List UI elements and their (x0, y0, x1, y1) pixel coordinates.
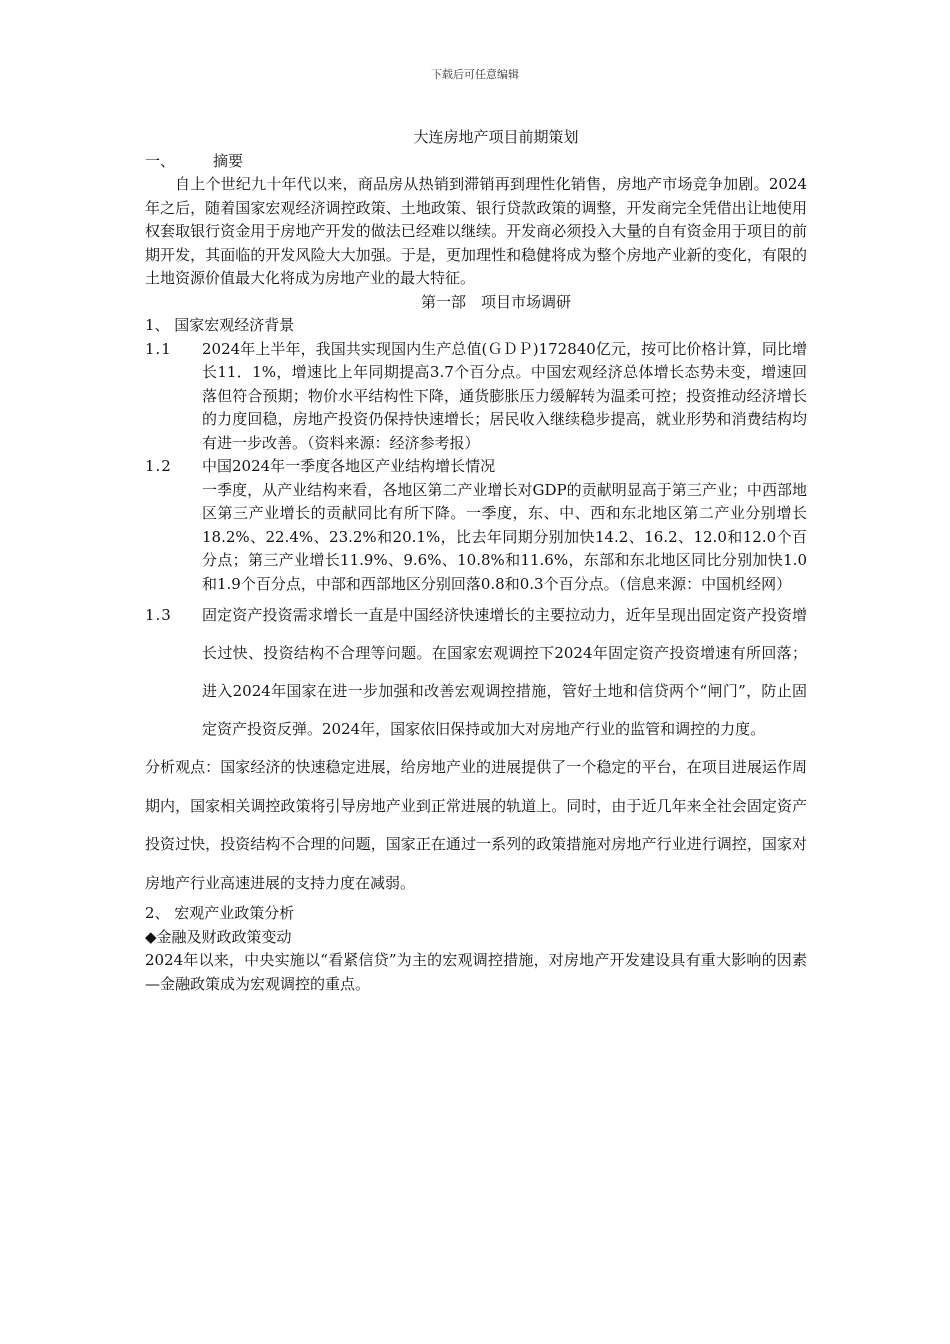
item-number: 1.2 (145, 457, 172, 475)
item-number: 1.1 (145, 339, 172, 358)
section-number: 一、 (145, 151, 176, 170)
item-text: 一季度，从产业结构来看，各地区第二产业增长对GDP的贡献明显高于第三产业；中西部地区第三产业增长的贡献同比有所下降。一季度，东、中、西和东北地区第二产业分别增长18.2%、22.4%、23.2%和20.1%，比去年同期分别加快14.2、16.2、12.0和12.0个百分点；第三产业增长11.9%、9.6%、10.8%和11.6%，东部和东北地区同比分别加快1.0和1.9个百分点，中部和西部地区分别回落0.8和0.3个百分点。（信息来源：中国机经网） (202, 480, 807, 593)
summary-paragraph: 自上个世纪九十年代以来，商品房从热销到滞销再到理性化销售，房地产市场竞争加剧。2024年之后，随着国家宏观经济调控政策、土地政策、银行贷款政策的调整，开发商完全凭借出让地使用权套取银行资金用于房地产开发的做法已经难以继续。开发商必须投入大量的自有资金用于项目的前期开发，其面临的开发风险大大加强。于是，更加理性和稳健将成为整个房地产业新的变化，有限的土地资源价值最大化将成为房地产业的最大特征。 (145, 175, 807, 287)
download-note: 下载后可任意编辑 (431, 68, 519, 81)
list-item-1-2 (145, 455, 807, 596)
list-item-1-3 (145, 596, 807, 748)
analysis-paragraph: 分析观点：国家经济的快速稳定进展，给房地产业的进展提供了一个稳定的平台，在项目进展运作周期内，国家相关调控政策将引导房地产业到正常进展的轨道上。同时，由于近几年来全社会固定资产投资过快，投资结构不合理的问题，国家正在通过一系列的政策措施对房地产行业进行调控，国家对房地产行业高速进展的支持力度在减弱。 (145, 758, 807, 892)
item-number: 1.3 (145, 606, 172, 624)
subsection-heading-macro: 1、 国家宏观经济背景 (145, 316, 295, 334)
bullet-heading-finance: ◆金融及财政政策变动 (145, 927, 292, 946)
part-title: 第一部 项目市场调研 (420, 292, 571, 311)
document-title: 大连房地产项目前期策划 (413, 128, 579, 146)
list-item-1-1 (145, 338, 807, 456)
subsection-heading-policy: 2、 宏观产业政策分析 (145, 904, 295, 922)
item-text: 固定资产投资需求增长一直是中国经济快速增长的主要拉动力，近年呈现出固定资产投资增长过快、投资结构不合理等问题。在国家宏观调控下2024年固定资产投资增速有所回落；进入2024年国家在进一步加强和改善宏观调控措施，管好土地和信贷两个“闸门”，防止固定资产投资反弹。2024年，国家依旧保持或加大对房地产行业的监管和调控的力度。 (202, 606, 807, 738)
section-heading-summary (145, 150, 807, 174)
section-heading-text: 摘要 (213, 151, 244, 170)
item-heading: 中国2024年一季度各地区产业结构增长情况 (202, 457, 496, 475)
policy-paragraph: 2024年以来，中央实施以“看紧信贷”为主的宏观调控措施，对房地产开发建设具有重大影响的因素—金融政策成为宏观调控的重点。 (145, 951, 807, 993)
document-body (145, 126, 807, 996)
item-text: 2024年上半年，我国共实现国内生产总值(ＧＤＰ)172840亿元，按可比价格计算，同比增长11．1%，增速比上年同期提高3.7个百分点。中国宏观经济总体增长态势未变，增速回落但符合预期；物价水平结构性下降，通货膨胀压力缓解转为温柔可控；投资推动经济增长的力度回稳，房地产投资仍保持快速增长；居民收入继续稳步提高，就业形势和消费结构均有进一步改善。（资料来源：经济参考报） (202, 339, 807, 452)
